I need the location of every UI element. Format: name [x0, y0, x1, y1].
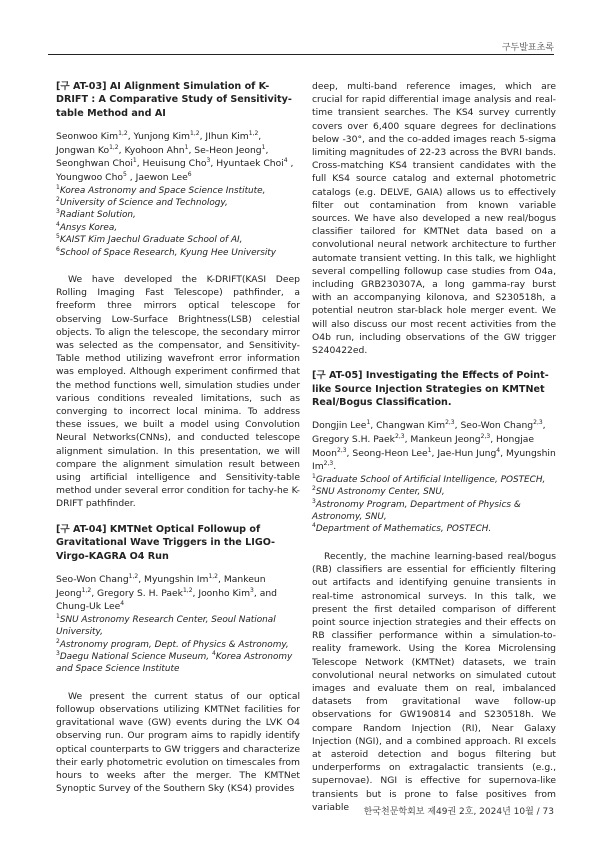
page-footer-citation: 한국천문학회보 제49권 2호, 2024년 10월 / 73	[363, 807, 554, 817]
article-title-at05: [구 AT-05] Investigating the Effects of Point-like Source Injection Strategies on KMTNet Real/Bogus Classification.	[312, 370, 549, 409]
article-title-at03: [구 AT-03] AI Alignment Simulation of K-DRIFT : A Comparative Study of Sensitivity-table Method and AI	[56, 81, 292, 119]
article-authors-at04: Seo-Won Chang$^{1,2}$, Myungshin Im$^{1,2}$, Mankeun Jeong$^{1,2}$, Gregory S. H. Paek$^{1,2}$, Joonho Kim$^3$, and Chung-Uk Lee$^4$	[56, 572, 277, 613]
right-column	[312, 80, 556, 814]
article-affiliations-at05: $^1$Graduate School of Artificial Intelligence, POSTECH, $^2$SNU Astronomy Center, SNU, $^3$Astronomy Program, Department of Physics & Astronomy, SNU, $^4$Department of Mathematics, POSTECH.	[312, 472, 546, 535]
left-column	[56, 80, 300, 795]
article-title-at04: [구 AT-04] KMTNet Optical Followup of Gravitational Wave Triggers in the LIGO-Virgo-KAGRA O4 Run	[56, 523, 276, 562]
article-abstract-at05: Recently, the machine learning-based real/bogus (RB) classifiers are essential for efficiently filtering out artifacts and identifying genuine transients in real-time astronomical surveys. In this talk, we present the first detailed comparison of different point source injection strategies and their effects on RB classifier performance within a simulation-to-reality framework. Using the Korea Microlensing Telescope Network (KMTNet) datasets, we train convolutional neural networks on simulated cutout images and evaluate them on real, imbalanced datasets from gravitational wave follow-up observations for GW190814 and S230518h. We compare Random Injection (RI), Near Galaxy Injection (NGI), and a combined approach. RI excels at asteroid detection and bogus filtering but underperforms on extragalactic transients (e.g., supernovae). NGI is effective for supernova-like transients but is prone to false positives from variable	[312, 550, 556, 813]
article-abstract-at03: We have developed the K-DRIFT(KASI Deep Rolling Imaging Fast Telescope) pathfinder, a freeform three mirrors optical telescope for observing Low-Surface Brightness(LSB) celestial objects. To align the telescope, the secondary mirror was selected as the compensator, and Sensitivity-Table method utilizing wavefront error information was employed. Although experiment confirmed that the method functions well, simulation studies under various conditions revealed limitations, such as converging to incorrect local minima. To address these issues, we built a model using Convolution Neural Networks(CNNs), and conducted telescope alignment simulation. In this presentation, we will compare the alignment simulation result between using artificial intelligence and Sensitivity-table method under several error condition for tachy-he K-DRIFT pathfinder.	[56, 274, 300, 510]
article-affiliations-at03: $^1$Korea Astronomy and Space Science Institute, $^2$University of Science and Technology, $^3$Radiant Solution, $^4$Ansys Korea, $^5$KAIST Kim Jaechul Graduate School of AI, $^6$School of Space Research, Kyung Hee University	[56, 183, 277, 258]
article-authors-at05: Dongjin Lee$^1$, Changwan Kim$^{2,3}$, Seo-Won Chang$^{2,3}$, Gregory S.H. Paek$^{2,3}$, Mankeun Jeong$^{2,3}$, Hongjae Moon$^{2,3}$, Seong-Heon Lee$^1$, Jae-Hun Jung$^4$, Myungshin Im$^{2,3}$.	[312, 419, 556, 473]
article-affiliations-at04: $^1$SNU Astronomy Research Center, Seoul National University, $^2$Astronomy program, Dept. of Physics & Astronomy, $^3$Daegu National Science Museum, $^4$Korea Astronomy and Space Science Institute	[56, 612, 293, 675]
article-abstract-at04-part2: deep, multi-band reference images, which are crucial for rapid differential image analysis and real-time transient searches. The KS4 survey currently covers over 6,400 square degrees for declinations below -30°, and the co-added images reach 5-sigma limiting magnitudes of 22-23 across the BVRI bands. Cross-matching KS4 transient candidates with the full KS4 source catalog and external photometric catalogs (e.g. DELVE, GAIA) allows us to effectively filter out contamination from known variable sources. We have also developed a new real/bogus classifier tailored for KMTNet data based on a convolutional neural network architecture to further automate transient vetting. In this talk, we highlight several compelling followup case studies from O4a, including GRB230307A, a long gamma-ray burst with an accompanying kilonova, and S230518h, a potential neutron star-black hole merger event. We will also discuss our most recent activities from the O4b run, including observations of the GW trigger S240422ed.	[312, 81, 556, 357]
article-authors-at03: Seonwoo Kim$^{1,2}$, Yunjong Kim$^{1,2}$, JIhun Kim$^{1,2}$, Jongwan Ko$^{1,2}$, Kyohoon Ahn$^1$, Se-Heon Jeong$^1$, Seonghwan Choi$^1$, Heuisung Cho$^3$, Hyuntaek Choi$^4$ , Youngwoo Cho$^5$ , Jaewon Lee$^6$	[56, 130, 294, 183]
article-abstract-at04-part1: We present the current status of our optical followup observations utilizing KMTNet facilities for gravitational wave (GW) events during the LVK O4 observing run. Our program aims to rapidly identify optical counterparts to GW triggers and characterize their early photometric evolution on timescales from hours to weeks after the merger. The KMTNet Synoptic Survey of the Southern Sky (KS4) provides	[56, 690, 300, 795]
header-rule	[48, 54, 554, 55]
section-label: 구두발표초록	[501, 43, 554, 53]
